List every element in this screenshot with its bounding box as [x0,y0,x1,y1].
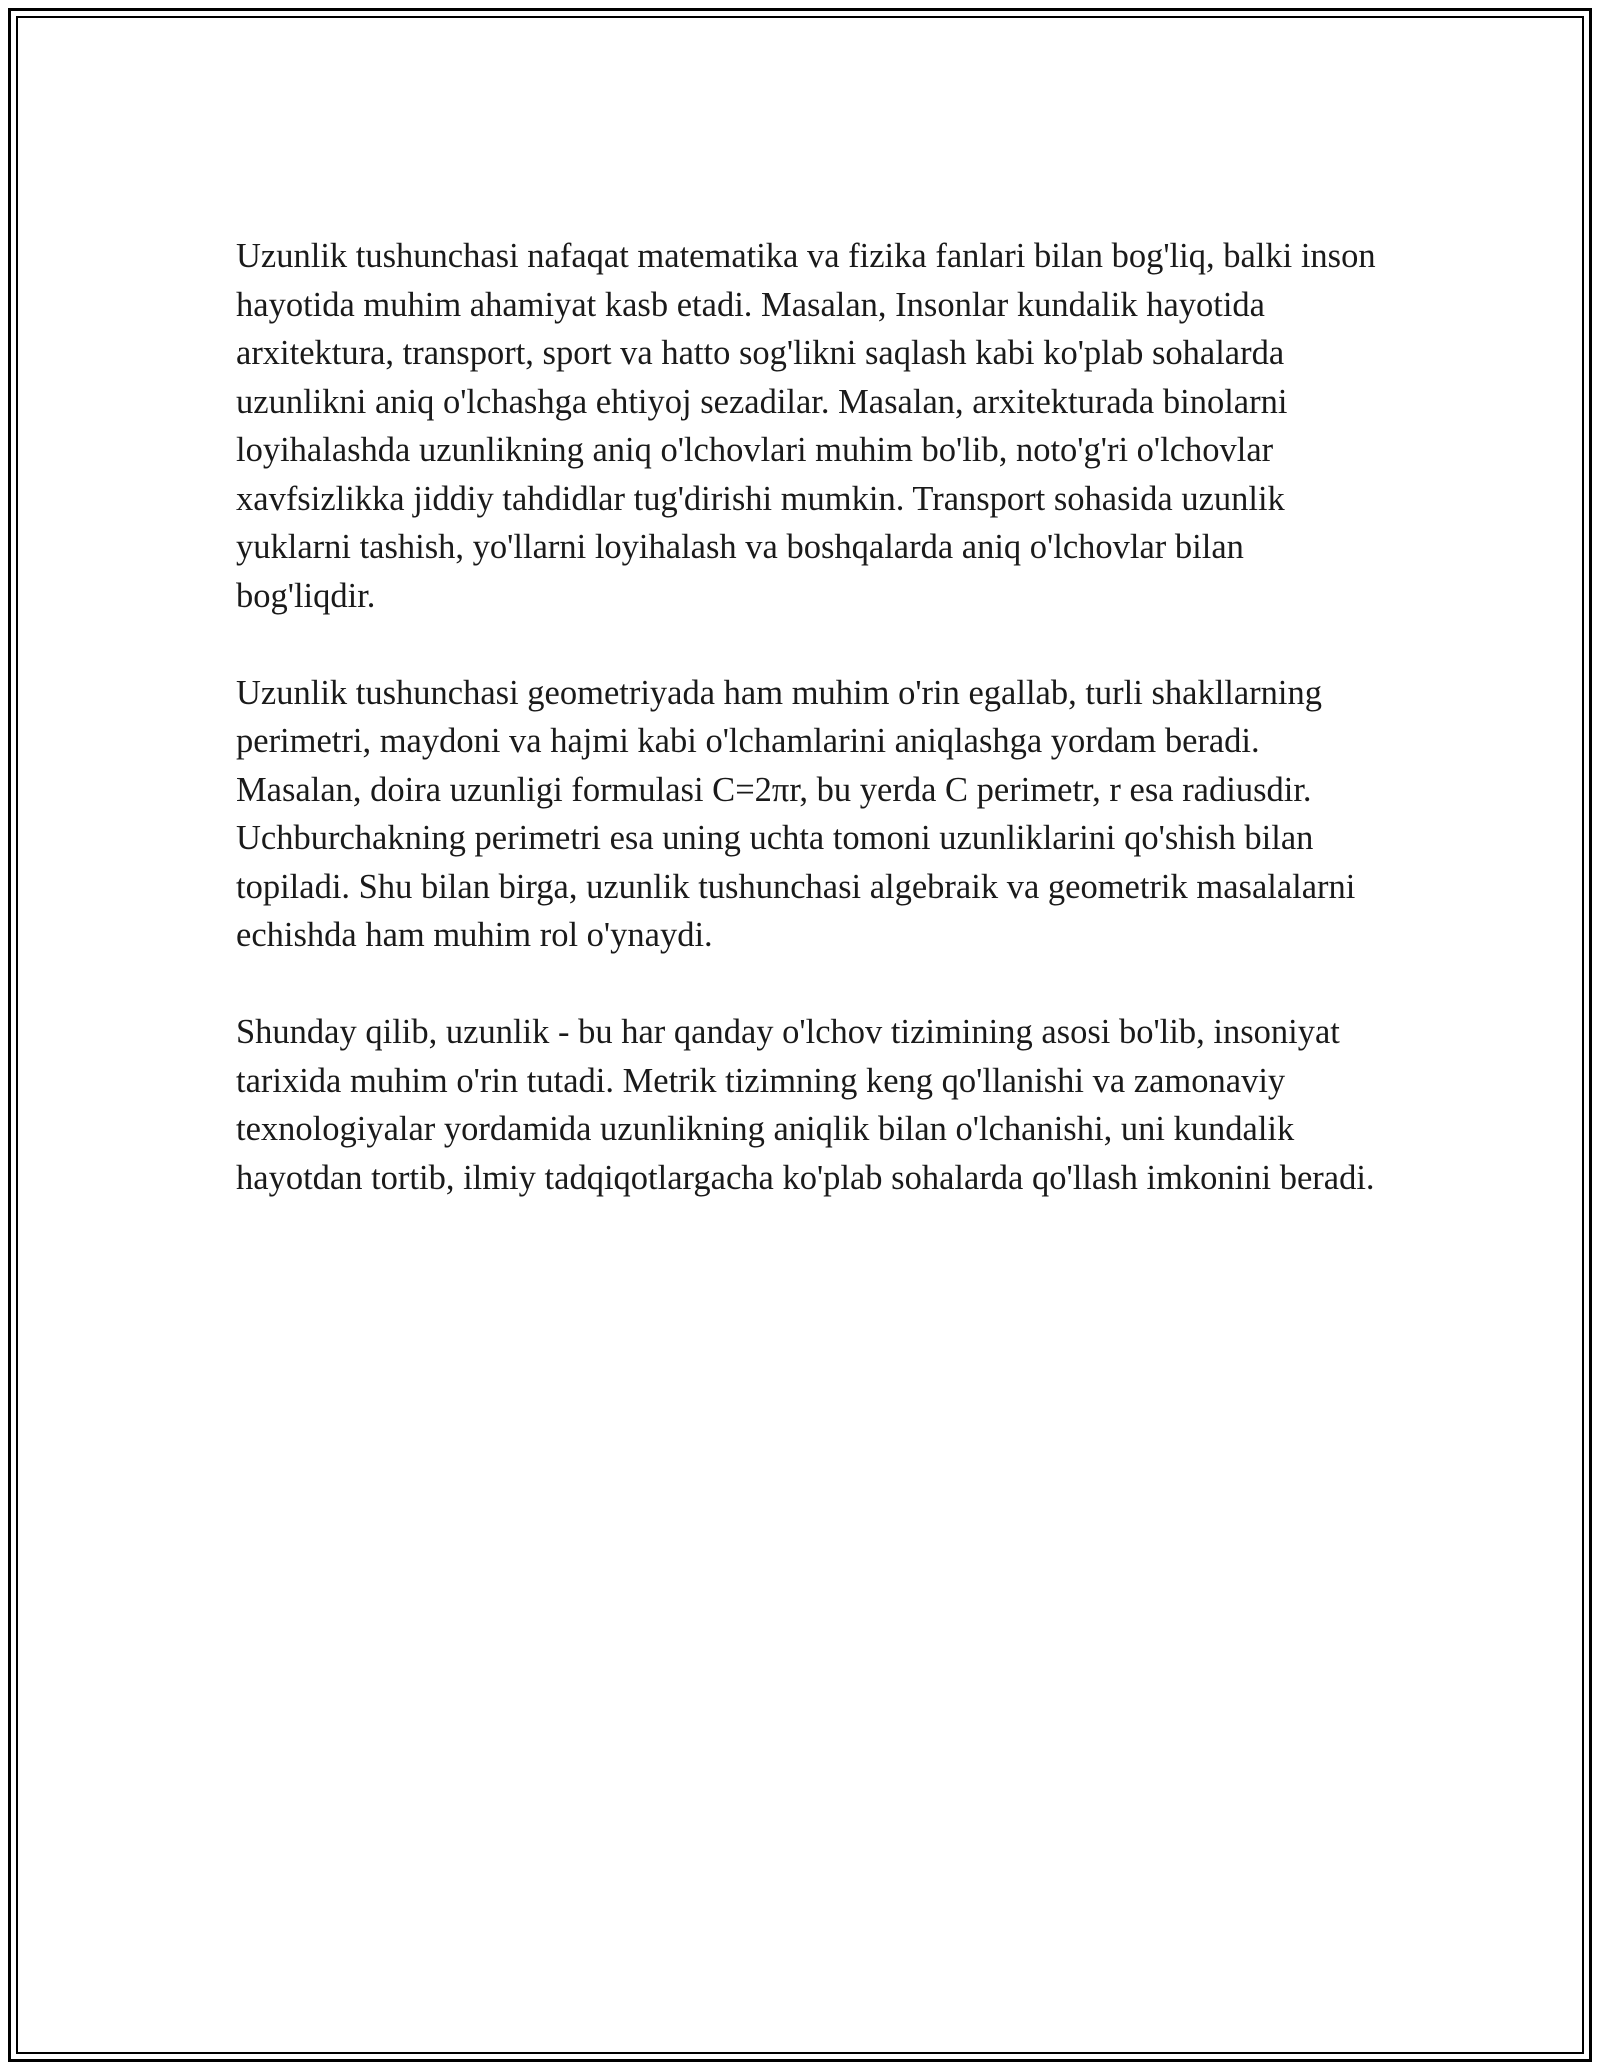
paragraph-3: Shunday qilib, uzunlik - bu har qanday o'lchov tizimining asosi bo'lib, insoniyat tarixida muhim o'rin tutadi. Metrik tizimning keng qo'llanishi va zamonaviy texnologiyalar yordamida uzunlikning aniqlik bilan o'lchanishi, uni kundalik hayotdan tortib, ilmiy tadqiqotlargacha ko'plab sohalarda qo'llash imkonini beradi. [236,1013,1375,1197]
document-body [236,232,1384,1251]
paragraph-1: Uzunlik tushunchasi nafaqat matematika va fizika fanlari bilan bog'liq, balki inson hayotida muhim ahamiyat kasb etadi. Masalan, Insonlar kundalik hayotida arxitektura, transport, sport va hatto sog'likni saqlash kabi ko'plab sohalarda uzunlikni aniq o'lchashga ehtiyoj sezadilar. Masalan, arxitekturada binolarni loyihalashda uzunlikning aniq o'lchovlari muhim bo'lib, noto'g'ri o'lchovlar xavfsizlikka jiddiy tahdidlar tug'dirishi mumkin. Transport sohasida uzunlik yuklarni tashish, yo'llarni loyihalash va boshqalarda aniq o'lchovlar bilan bog'liqdir. [236,237,1376,615]
paragraph-2: Uzunlik tushunchasi geometriyada ham muhim o'rin egallab, turli shakllarning perimetri, maydoni va hajmi kabi o'lchamlarini aniqlashga yordam beradi. Masalan, doira uzunligi formulasi C=2πr, bu yerda C perimetr, r esa radiusdir. Uchburchakning perimetri esa uning uchta tomoni uzunliklarini qo'shish bilan topiladi. Shu bilan birga, uzunlik tushunchasi algebraik va geometrik masalalarni echishda ham muhim rol o'ynaydi. [236,673,1356,954]
